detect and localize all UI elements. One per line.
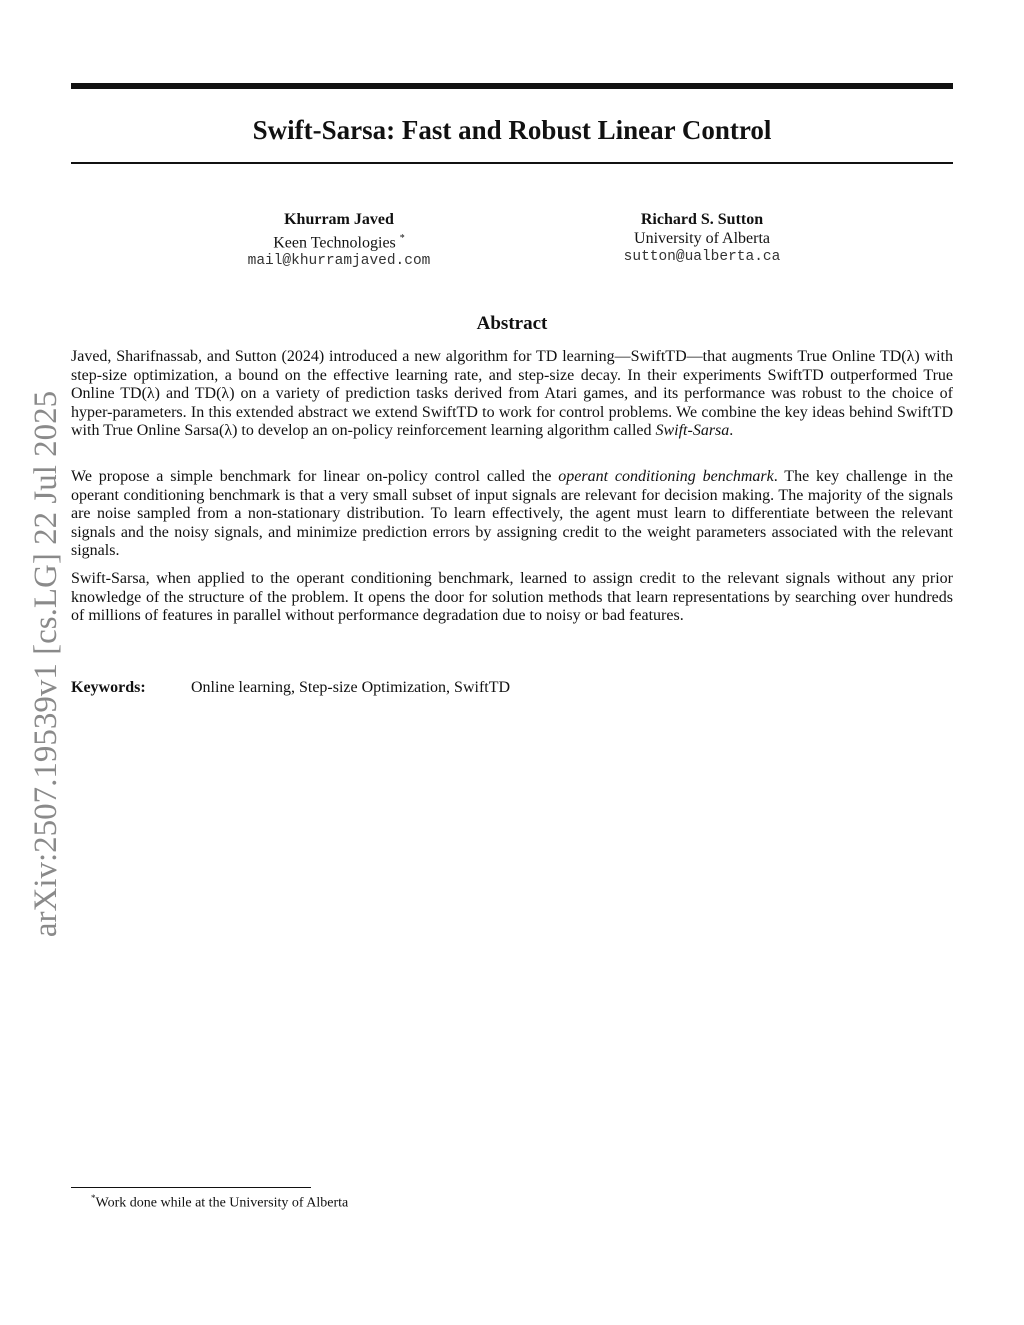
title-top-rule [71, 83, 953, 89]
algorithm-name-emphasis: Swift-Sarsa [655, 422, 730, 440]
arxiv-identifier-stamp: arXiv:2507.19539v1 [cs.LG] 22 Jul 2025 [28, 390, 64, 938]
abstract-heading: Abstract [476, 313, 548, 334]
abstract-paragraph-2: We propose a simple benchmark for linear on-policy control called the operant conditioning benchmark. The key challenge in the operant conditioning benchmark is that a very small subset of input signals are relevant for decision making. The majority of the signals are noise sampled from a non-stationary distribution. To learn effectively, the agent must learn to differentiate between the relevant signals and the noisy signals, and minimize prediction errors by assigning credit to the weight parameters associated with the relevant signals. [71, 468, 953, 560]
footnote-marker: * [91, 1193, 96, 1203]
benchmark-name-emphasis: operant conditioning benchmark [558, 468, 774, 485]
author-affiliation: University of Alberta [634, 230, 770, 247]
keywords-list: Online learning, Step-size Optimization, SwiftTD [191, 679, 511, 696]
author-affiliation: Keen Technologies * [273, 233, 405, 252]
author-email[interactable]: sutton@ualberta.ca [623, 249, 781, 265]
footnote-marker: * [399, 233, 405, 244]
author-name: Richard S. Sutton [640, 211, 764, 228]
footnote-text: Work done while at the University of Alberta [95, 1195, 349, 1211]
keywords-label: Keywords: [71, 679, 146, 696]
keywords-line [71, 678, 953, 697]
footnote-rule [71, 1187, 311, 1188]
title-bottom-rule [71, 162, 953, 164]
abstract-paragraph-1: Javed, Sharifnassab, and Sutton (2024) introduced a new algorithm for TD learning—SwiftTD—that augments True Online TD(λ) with step-size optimization, a bound on the effective learning rate, and step-size decay. In their experiments SwiftTD outperformed True Online TD(λ) and TD(λ) on a variety of prediction tasks derived from Atari games, and its performance was robust to the choice of hyper-parameters. In this extended abstract we extend SwiftTD to work for control problems. We combine the key ideas behind SwiftTD with True Online Sarsa(λ) to develop an on-policy reinforcement learning algorithm called Swift-Sarsa. [71, 348, 953, 440]
paper-title: Swift-Sarsa: Fast and Robust Linear Control [252, 115, 772, 145]
author-email[interactable]: mail@khurramjaved.com [247, 253, 431, 270]
footnote [71, 1190, 953, 1212]
author-name: Khurram Javed [284, 211, 394, 228]
author-block-2 [542, 210, 862, 267]
author-block-1 [179, 210, 499, 271]
abstract-paragraph-3: Swift-Sarsa, when applied to the operant conditioning benchmark, learned to assign credit to the relevant signals without any prior knowledge of the structure of the problem. It opens the door for solution methods that learn representations by searching over hundreds of millions of features in parallel without performance degradation due to noisy or bad features. [71, 570, 953, 625]
